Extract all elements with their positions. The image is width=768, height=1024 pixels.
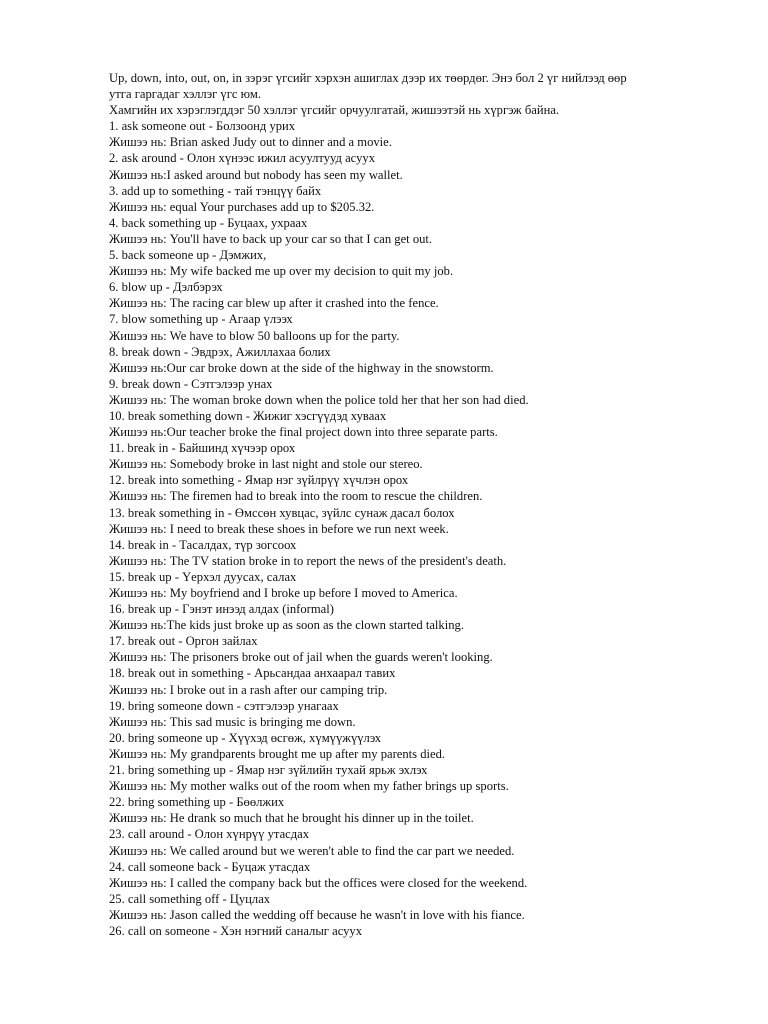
example-line: Жишээ нь: I need to break these shoes in before we run next week.	[109, 521, 449, 536]
example-line: Жишээ нь:I asked around but nobody has seen my wallet.	[109, 167, 403, 182]
phrase-entry: 3. add up to something - тай тэнцүү байх	[109, 183, 322, 198]
example-line: Жишээ нь: This sad music is bringing me down.	[109, 714, 356, 729]
example-line: Жишээ нь: Somebody broke in last night and stole our stereo.	[109, 457, 423, 472]
example-line: Жишээ нь: The racing car blew up after it crashed into the fence.	[109, 296, 439, 311]
phrase-entry: 12. break into something - Ямар нэг зүйлрүү хүчлэн орох	[109, 473, 409, 488]
phrase-entry: 13. break something in - Өмссөн хувцас, зүйлс сунаж дасал болох	[109, 505, 455, 520]
phrase-entry: 5. back someone up - Дэмжих,	[109, 248, 267, 263]
phrase-entry: 17. break out - Оргон зайлах	[109, 634, 258, 649]
example-line: Жишээ нь: The prisoners broke out of jail when the guards weren't looking.	[109, 650, 493, 665]
example-line: Жишээ нь: My grandparents brought me up after my parents died.	[109, 746, 446, 761]
phrase-entry: 19. bring someone down - сэтгэлээр унагаах	[109, 698, 339, 713]
example-line: Жишээ нь:Our car broke down at the side of the highway in the snowstorm.	[109, 360, 494, 375]
phrase-entry: 8. break down - Эвдрэх, Ажиллахаа болих	[109, 344, 331, 359]
phrase-entry: 16. break up - Гэнэт инээд алдах (informal)	[109, 602, 334, 617]
phrase-entry: 4. back something up - Буцаах, ухраах	[109, 215, 308, 230]
phrase-entry: 9. break down - Сэтгэлээр унах	[109, 376, 273, 391]
phrase-entry: 6. blow up - Дэлбэрэх	[109, 280, 223, 295]
phrase-entry: 7. blow something up - Агаар үлээх	[109, 312, 293, 327]
example-line: Жишээ нь: Brian asked Judy out to dinner and a movie.	[109, 135, 392, 150]
phrase-entry: 24. call someone back - Буцаж утасдах	[109, 859, 311, 874]
example-line: Жишээ нь: I called the company back but the offices were closed for the weekend.	[109, 875, 528, 890]
phrasal-verb-list	[109, 118, 649, 939]
phrase-entry: 1. ask someone out - Болзоонд урих	[109, 119, 296, 134]
phrase-entry: 18. break out in something - Арьсандаа анхаарал тавих	[109, 666, 396, 681]
phrase-entry: 11. break in - Байшинд хүчээр орох	[109, 441, 296, 456]
example-line: Жишээ нь: The firemen had to break into the room to rescue the children.	[109, 489, 483, 504]
phrase-entry: 2. ask around - Олон хүнээс ижил асуултууд асуух	[109, 151, 375, 166]
example-line: Жишээ нь: He drank so much that he brought his dinner up in the toilet.	[109, 811, 474, 826]
phrase-entry: 23. call around - Олон хүнрүү утасдах	[109, 827, 310, 842]
phrase-entry: 15. break up - Үерхэл дуусах, салах	[109, 569, 297, 584]
example-line: Жишээ нь: The TV station broke in to report the news of the president's death.	[109, 553, 507, 568]
example-line: Жишээ нь: equal Your purchases add up to $205.32.	[109, 199, 375, 214]
intro-paragraph: Up, down, into, out, on, in зэрэг үгсийг хэрхэн ашиглах дээр их төөрдөг. Энэ бол 2 үг нийлээд өөр утга гаргадаг хэллэг үгс юм.	[109, 71, 627, 102]
phrase-entry: 14. break in - Тасалдах, түр зогсоох	[109, 537, 297, 552]
example-line: Жишээ нь:Our teacher broke the final project down into three separate parts.	[109, 425, 498, 440]
example-line: Жишээ нь: My wife backed me up over my decision to quit my job.	[109, 264, 454, 279]
intro-summary: Хамгийн их хэрэглэгддэг 50 хэллэг үгсийг орчуулгатай, жишээтэй нь хүргэж байна.	[109, 103, 560, 118]
example-line: Жишээ нь: We have to blow 50 balloons up for the party.	[109, 328, 400, 343]
example-line: Жишээ нь:The kids just broke up as soon as the clown started talking.	[109, 618, 464, 633]
example-line: Жишээ нь: You'll have to back up your car so that I can get out.	[109, 231, 433, 246]
example-line: Жишээ нь: My mother walks out of the room when my father brings up sports.	[109, 779, 509, 794]
phrase-entry: 10. break something down - Жижиг хэсгүүдэд хуваах	[109, 408, 387, 423]
phrase-entry: 20. bring someone up - Хүүхэд өсгөж, хүмүүжүүлэх	[109, 730, 382, 745]
phrase-entry: 22. bring something up - Бөөлжих	[109, 795, 285, 810]
phrase-entry: 26. call on someone - Хэн нэгний саналыг асуух	[109, 923, 363, 938]
example-line: Жишээ нь: My boyfriend and I broke up before I moved to America.	[109, 586, 458, 600]
example-line: Жишээ нь: Jason called the wedding off because he wasn't in love with his fiance.	[109, 907, 525, 922]
phrase-entry: 21. bring something up - Ямар нэг зүйлийн тухай ярьж эхлэх	[109, 763, 428, 778]
example-line: Жишээ нь: I broke out in a rash after our camping trip.	[109, 682, 388, 697]
phrase-entry: 25. call something off - Цуцлах	[109, 891, 271, 906]
example-line: Жишээ нь: The woman broke down when the police told her that her son had died.	[109, 392, 529, 407]
example-line: Жишээ нь: We called around but we weren't able to find the car part we needed.	[109, 843, 515, 858]
document-page	[109, 70, 649, 939]
